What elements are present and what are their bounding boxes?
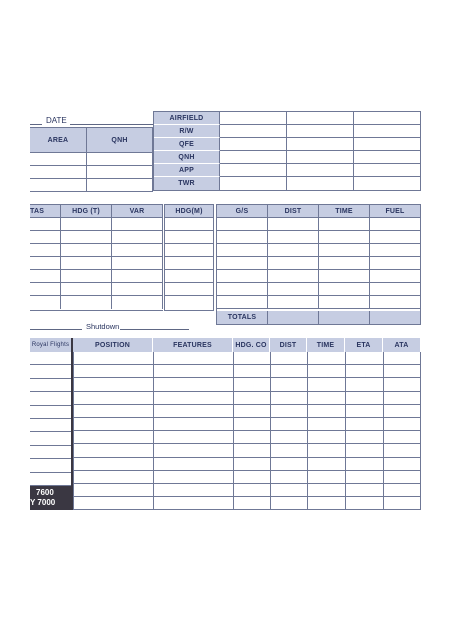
nav-left-cell[interactable]	[61, 296, 112, 309]
log-cell[interactable]	[233, 431, 270, 444]
airfield-value-cell[interactable]	[220, 125, 287, 138]
dist-header: DIST	[268, 205, 319, 218]
twr-row-label: TWR	[154, 177, 220, 190]
airfield-value-cell[interactable]	[220, 151, 287, 164]
log-cell[interactable]	[233, 458, 270, 471]
log-cell[interactable]	[73, 405, 153, 418]
log-cell[interactable]	[383, 365, 421, 378]
side-cell[interactable]	[30, 392, 71, 405]
nav-right-cell[interactable]	[319, 257, 370, 270]
airfield-value-cell[interactable]	[354, 138, 420, 151]
nav-left-cell[interactable]	[112, 257, 163, 270]
nav-mid-cell[interactable]	[165, 257, 213, 270]
qnh-cell[interactable]	[87, 153, 153, 166]
log-cell[interactable]	[73, 458, 153, 471]
totals-label: TOTALS	[217, 311, 268, 324]
side-cell[interactable]	[30, 406, 71, 419]
fuel-header: FUEL	[370, 205, 420, 218]
log-cell[interactable]	[345, 444, 383, 457]
nav-left-cell[interactable]	[112, 244, 163, 257]
log-cell[interactable]	[73, 378, 153, 391]
nav-right-cell[interactable]	[268, 244, 319, 257]
log-cell[interactable]	[270, 378, 307, 391]
log-cell[interactable]	[270, 392, 307, 405]
nav-right-cell[interactable]	[370, 218, 420, 231]
nav-mid-cell[interactable]	[165, 296, 213, 309]
log-cell[interactable]	[345, 405, 383, 418]
side-cell[interactable]	[30, 365, 71, 378]
nav-left-cell[interactable]	[30, 296, 61, 309]
nav-mid-table	[164, 204, 214, 311]
log-cell[interactable]	[383, 405, 421, 418]
nav-right-cell[interactable]	[268, 283, 319, 296]
nav-left-cell[interactable]	[30, 218, 61, 231]
log-cell[interactable]	[383, 444, 421, 457]
log-cell[interactable]	[73, 365, 153, 378]
log-cell[interactable]	[153, 352, 233, 365]
log-cell[interactable]	[345, 365, 383, 378]
side-cell[interactable]	[30, 432, 71, 445]
qfe-row-label: QFE	[154, 138, 220, 151]
area-cell[interactable]	[30, 179, 87, 192]
log-cell[interactable]	[345, 418, 383, 431]
nav-left-cell[interactable]	[61, 270, 112, 283]
nav-right-cell[interactable]	[319, 244, 370, 257]
nav-left-cell[interactable]	[61, 283, 112, 296]
totals-dist-cell[interactable]	[268, 311, 319, 324]
nav-left-cell[interactable]	[30, 270, 61, 283]
nav-left-cell[interactable]	[30, 257, 61, 270]
startup-line[interactable]	[30, 329, 82, 330]
log-cell[interactable]	[383, 378, 421, 391]
qnh-cell[interactable]	[87, 166, 153, 179]
log-cell[interactable]	[345, 431, 383, 444]
log-cell[interactable]	[345, 497, 383, 510]
shutdown-line[interactable]	[120, 329, 189, 330]
log-cell[interactable]	[307, 405, 345, 418]
gs-header: G/S	[217, 205, 268, 218]
log-cell[interactable]	[307, 458, 345, 471]
nav-right-cell[interactable]	[217, 257, 268, 270]
nav-right-cell[interactable]	[319, 231, 370, 244]
position-header: POSITION	[73, 338, 153, 352]
nav-right-cell[interactable]	[217, 244, 268, 257]
nav-left-cell[interactable]	[61, 231, 112, 244]
nav-left-cell[interactable]	[61, 218, 112, 231]
nav-left-cell[interactable]	[30, 244, 61, 257]
log-cell[interactable]	[383, 431, 421, 444]
time-header: TIME	[307, 338, 345, 352]
squawk-box	[30, 486, 73, 510]
time-header: TIME	[319, 205, 370, 218]
nav-right-cell[interactable]	[370, 231, 420, 244]
log-cell[interactable]	[345, 471, 383, 484]
log-cell[interactable]	[307, 418, 345, 431]
flight-log-table	[73, 338, 421, 510]
dist-header: DIST	[270, 338, 307, 352]
nav-right-cell[interactable]	[217, 231, 268, 244]
nav-right-cell[interactable]	[217, 296, 268, 309]
squawk-7600: 7600	[36, 488, 54, 497]
side-cell[interactable]	[30, 446, 71, 459]
log-cell[interactable]	[383, 418, 421, 431]
log-cell[interactable]	[270, 418, 307, 431]
airfield-value-cell[interactable]	[354, 164, 420, 177]
qnh-row-label: QNH	[154, 151, 220, 164]
log-cell[interactable]	[270, 431, 307, 444]
nav-left-cell[interactable]	[61, 244, 112, 257]
airfield-value-cell[interactable]	[287, 164, 354, 177]
nav-right-cell[interactable]	[370, 244, 420, 257]
log-cell[interactable]	[73, 444, 153, 457]
nav-left-table	[30, 204, 163, 311]
log-cell[interactable]	[383, 471, 421, 484]
nav-mid-cell[interactable]	[165, 244, 213, 257]
ata-header: ATA	[383, 338, 421, 352]
log-cell[interactable]	[345, 458, 383, 471]
log-cell[interactable]	[233, 405, 270, 418]
log-cell[interactable]	[383, 352, 421, 365]
airfield-row-label: AIRFIELD	[154, 112, 220, 125]
log-cell[interactable]	[345, 352, 383, 365]
totals-time-cell[interactable]	[319, 311, 370, 324]
date-label: DATE	[46, 116, 67, 125]
log-cell[interactable]	[73, 484, 153, 497]
log-cell[interactable]	[307, 365, 345, 378]
airfield-value-cell[interactable]	[287, 112, 354, 125]
log-cell[interactable]	[233, 484, 270, 497]
nav-right-cell[interactable]	[217, 283, 268, 296]
log-cell[interactable]	[270, 352, 307, 365]
airfield-value-cell[interactable]	[287, 151, 354, 164]
eta-header: ETA	[345, 338, 383, 352]
nav-left-cell[interactable]	[61, 257, 112, 270]
airfield-value-cell[interactable]	[220, 112, 287, 125]
nav-left-cell[interactable]	[112, 231, 163, 244]
nav-right-cell[interactable]	[268, 257, 319, 270]
airfield-value-cell[interactable]	[220, 177, 287, 190]
nav-right-cell[interactable]	[319, 283, 370, 296]
app-row-label: APP	[154, 164, 220, 177]
qnh-header: QNH	[87, 128, 153, 153]
nav-left-cell[interactable]	[112, 296, 163, 309]
log-cell[interactable]	[270, 471, 307, 484]
nav-right-table	[216, 204, 421, 325]
airfield-value-cell[interactable]	[220, 164, 287, 177]
log-cell[interactable]	[233, 378, 270, 391]
log-cell[interactable]	[345, 484, 383, 497]
nav-left-cell[interactable]	[112, 218, 163, 231]
log-cell[interactable]	[307, 352, 345, 365]
side-cell[interactable]	[30, 473, 71, 486]
airfield-value-cell[interactable]	[220, 138, 287, 151]
area-cell[interactable]	[30, 166, 87, 179]
log-cell[interactable]	[233, 471, 270, 484]
log-cell[interactable]	[383, 392, 421, 405]
log-cell[interactable]	[270, 444, 307, 457]
airfield-value-cell[interactable]	[287, 177, 354, 190]
log-cell[interactable]	[345, 392, 383, 405]
airfield-value-cell[interactable]	[354, 151, 420, 164]
airfield-panel	[153, 111, 421, 191]
totals-fuel-cell[interactable]	[370, 311, 420, 324]
area-cell[interactable]	[30, 153, 87, 166]
nav-right-cell[interactable]	[217, 270, 268, 283]
airfield-value-cell[interactable]	[354, 125, 420, 138]
log-cell[interactable]	[153, 431, 233, 444]
nav-right-cell[interactable]	[370, 257, 420, 270]
nav-mid-cell[interactable]	[165, 270, 213, 283]
log-cell[interactable]	[233, 352, 270, 365]
side-cell[interactable]	[30, 379, 71, 392]
nav-right-cell[interactable]	[319, 296, 370, 309]
log-cell[interactable]	[307, 484, 345, 497]
airfield-value-cell[interactable]	[287, 125, 354, 138]
log-cell[interactable]	[307, 392, 345, 405]
log-cell[interactable]	[233, 392, 270, 405]
log-cell[interactable]	[233, 365, 270, 378]
date-line[interactable]	[70, 124, 153, 125]
log-cell[interactable]	[73, 392, 153, 405]
log-cell[interactable]	[307, 471, 345, 484]
nav-right-cell[interactable]	[268, 270, 319, 283]
flight-log-side	[30, 338, 73, 510]
nav-right-cell[interactable]	[319, 218, 370, 231]
nav-right-cell[interactable]	[370, 283, 420, 296]
log-cell[interactable]	[383, 497, 421, 510]
log-cell[interactable]	[270, 458, 307, 471]
nav-mid-cell[interactable]	[165, 218, 213, 231]
side-cell[interactable]	[30, 352, 71, 365]
nav-right-cell[interactable]	[268, 231, 319, 244]
log-cell[interactable]	[153, 378, 233, 391]
log-cell[interactable]	[307, 431, 345, 444]
log-cell[interactable]	[73, 471, 153, 484]
log-cell[interactable]	[383, 458, 421, 471]
log-cell[interactable]	[73, 497, 153, 510]
log-cell[interactable]	[307, 444, 345, 457]
squawk-7000: Y 7000	[30, 498, 56, 507]
royal-flights-header: Royal Flights	[30, 338, 71, 352]
nav-left-cell[interactable]	[112, 283, 163, 296]
log-cell[interactable]	[153, 405, 233, 418]
nav-mid-cell[interactable]	[165, 283, 213, 296]
log-cell[interactable]	[153, 484, 233, 497]
airfield-value-cell[interactable]	[354, 177, 420, 190]
hdg-co-header: HDG. CO	[233, 338, 270, 352]
nav-left-cell[interactable]	[30, 231, 61, 244]
log-cell[interactable]	[270, 405, 307, 418]
area-qnh-table	[30, 127, 153, 191]
nav-left-cell[interactable]	[30, 283, 61, 296]
airfield-value-cell[interactable]	[287, 138, 354, 151]
log-cell[interactable]	[307, 497, 345, 510]
hdg-t-header: HDG (T)	[61, 205, 112, 218]
log-cell[interactable]	[383, 484, 421, 497]
log-cell[interactable]	[153, 471, 233, 484]
features-header: FEATURES	[153, 338, 233, 352]
log-cell[interactable]	[153, 365, 233, 378]
log-cell[interactable]	[153, 497, 233, 510]
log-cell[interactable]	[153, 458, 233, 471]
side-cell[interactable]	[30, 419, 71, 432]
log-cell[interactable]	[233, 444, 270, 457]
nav-left-cell[interactable]	[112, 270, 163, 283]
log-cell[interactable]	[270, 484, 307, 497]
shutdown-label: Shutdown	[86, 322, 120, 331]
area-header: AREA	[30, 128, 87, 153]
log-cell[interactable]	[153, 444, 233, 457]
log-cell[interactable]	[345, 378, 383, 391]
log-cell[interactable]	[270, 365, 307, 378]
qnh-cell[interactable]	[87, 179, 153, 192]
rw-row-label: R/W	[154, 125, 220, 138]
nav-right-cell[interactable]	[319, 270, 370, 283]
log-cell[interactable]	[233, 418, 270, 431]
var-header: VAR	[112, 205, 163, 218]
nav-right-cell[interactable]	[217, 218, 268, 231]
log-cell[interactable]	[73, 352, 153, 365]
side-cell[interactable]	[30, 459, 71, 472]
log-cell[interactable]	[73, 418, 153, 431]
nav-right-cell[interactable]	[268, 296, 319, 309]
nav-right-cell[interactable]	[370, 270, 420, 283]
log-cell[interactable]	[233, 497, 270, 510]
log-cell[interactable]	[153, 418, 233, 431]
log-cell[interactable]	[307, 378, 345, 391]
nav-right-cell[interactable]	[268, 218, 319, 231]
log-cell[interactable]	[153, 392, 233, 405]
airfield-value-cell[interactable]	[354, 112, 420, 125]
log-cell[interactable]	[73, 431, 153, 444]
log-cell[interactable]	[270, 497, 307, 510]
nav-mid-cell[interactable]	[165, 231, 213, 244]
tas-header: TAS	[30, 205, 61, 218]
nav-right-cell[interactable]	[370, 296, 420, 309]
date-left-line	[30, 124, 42, 125]
hdg-m-header: HDG(M)	[165, 205, 213, 218]
